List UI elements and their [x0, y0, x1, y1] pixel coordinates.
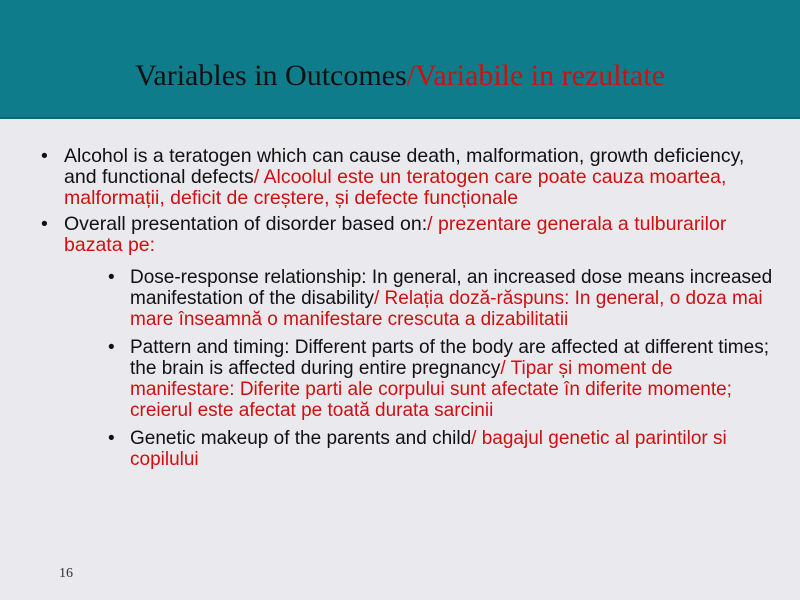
bullet-presentation [40, 214, 780, 470]
sub-bullet-text-english: Genetic makeup of the parents and child [130, 428, 472, 449]
slide-title-romanian: /Variabile in rezultate [406, 59, 665, 92]
slide-title-english: Variables in Outcomes [135, 59, 407, 92]
sub-bullet-text-romanian: / Tipar și moment de manifestare: Diferite parti ale corpului sunt afectate în diferite momente; creierul este afectat pe toată durata sarcinii [130, 358, 732, 421]
slide-body [40, 146, 780, 477]
page-number: 16 [59, 566, 73, 581]
sub-bullet-text-romanian: / bagajul genetic al parintilor si copilului [130, 428, 727, 470]
bullet-list [40, 146, 780, 470]
sub-bullet-dose-response [88, 267, 780, 330]
bullet-text-romanian: / Alcoolul este un teratogen care poate cauza moartea, malformații, deficit de creștere, și defecte funcționale [64, 166, 727, 209]
sub-bullet-list [64, 267, 780, 470]
sub-bullet-text-english: Pattern and timing: Different parts of the body are affected at different times; the brain is affected during entire pregnancy [130, 337, 769, 379]
sub-bullet-text-english: Dose-response relationship: In general, an increased dose means increased manifestation of the disability [130, 267, 773, 309]
slide-title [0, 56, 800, 96]
bullet-text-romanian: / prezentare generala a tulburarilor bazata pe: [64, 213, 727, 256]
bullet-text-english: Overall presentation of disorder based on: [64, 213, 428, 235]
bullet-text-english: Alcohol is a teratogen which can cause death, malformation, growth deficiency, and functional defects [64, 145, 745, 188]
sub-bullet-pattern-timing [88, 337, 780, 421]
title-bar [0, 0, 800, 119]
bullet-teratogen [40, 146, 780, 209]
sub-bullet-genetic-makeup [88, 428, 780, 470]
sub-bullet-text-romanian: / Relația doză-răspuns: In general, o doza mai mare înseamnă o manifestare crescuta a dizabilitatii [130, 288, 763, 330]
